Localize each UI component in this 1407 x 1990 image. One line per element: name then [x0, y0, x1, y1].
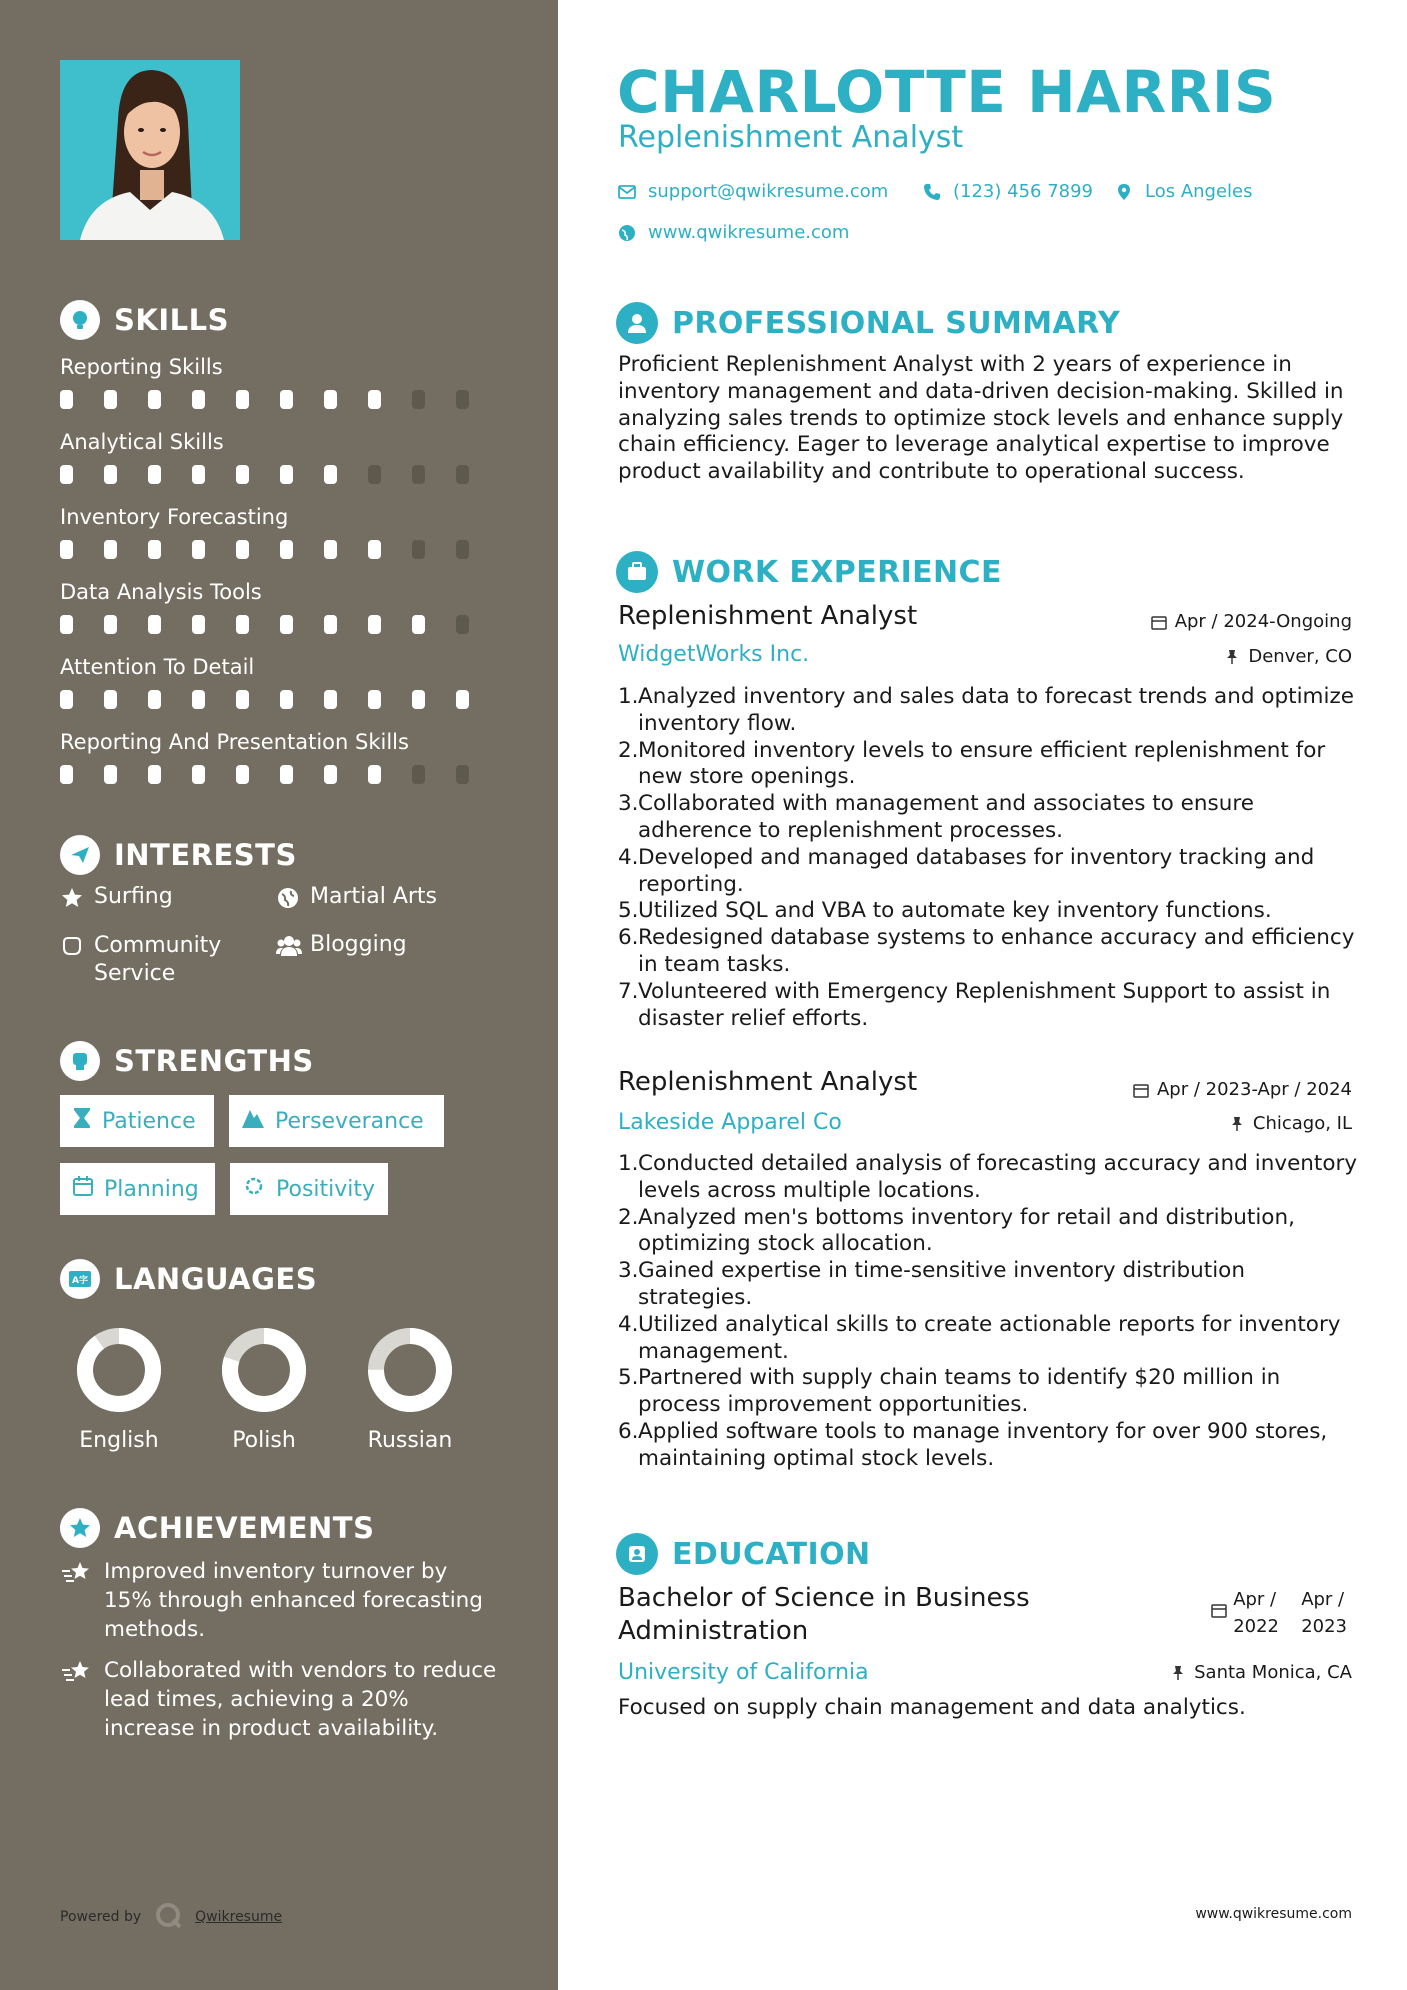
job-duties [618, 1151, 1358, 1473]
education-end: Apr / 2023 [1301, 1589, 1347, 1637]
skill-rating-dot [280, 540, 293, 559]
paper-plane-icon [60, 835, 100, 875]
skill-rating-dot [104, 690, 117, 709]
mountain-icon [241, 1107, 265, 1135]
education-start: Apr / 2022 [1233, 1589, 1279, 1637]
skill-rating-dot [192, 465, 205, 484]
school: University of California [618, 1660, 869, 1685]
job-duty-item [618, 898, 1358, 925]
duty-text: Analyzed inventory and sales data to forecast trends and optimize inventory flow. [638, 684, 1354, 736]
main-content [558, 0, 1407, 1990]
briefcase-icon [616, 551, 658, 593]
email-text[interactable]: support@qwikresume.com [648, 181, 889, 202]
profile-photo [60, 60, 240, 240]
skill-rating-dot [236, 615, 249, 634]
achievement-text: Improved inventory turnover by 15% through enhanced forecasting methods. [104, 1559, 483, 1642]
job-duties [618, 684, 1358, 1032]
skill-rating-dot [104, 465, 117, 484]
skill-rating-dot [280, 615, 293, 634]
strength-label: Perseverance [275, 1108, 424, 1134]
skill-rating [60, 465, 500, 484]
skill-rating-dot [148, 765, 161, 784]
skill-rating-dot [412, 615, 425, 634]
duty-text: Conducted detailed analysis of forecasting accuracy and inventory levels across multiple locations. [638, 1151, 1358, 1203]
achievements-heading [60, 1508, 374, 1548]
achievement-text: Collaborated with vendors to reduce lead times, achieving a 20% increase in product availability. [104, 1658, 497, 1741]
job-duty-item [618, 1151, 1358, 1205]
calendar-icon [72, 1175, 94, 1203]
skill-rating-dot [60, 615, 73, 634]
footer-url[interactable]: www.qwikresume.com [1195, 1906, 1352, 1922]
job-dates [1133, 1079, 1352, 1100]
skill-rating-dot [192, 615, 205, 634]
skill-name: Data Analysis Tools [60, 580, 262, 604]
website-text[interactable]: www.qwikresume.com [648, 222, 850, 243]
duty-text: Utilized analytical skills to create actionable reports for inventory management. [638, 1311, 1341, 1364]
skill-rating-dot [280, 465, 293, 484]
duty-text: Gained expertise in time-sensitive inventory distribution strategies. [638, 1258, 1245, 1310]
job-duty-item [618, 1258, 1358, 1312]
skill-rating-dot [324, 690, 337, 709]
duty-text: Collaborated with management and associates to ensure adherence to replenishment processes. [638, 791, 1254, 843]
strength-label: Planning [104, 1176, 199, 1202]
skill-rating-dot [280, 690, 293, 709]
skill-rating-dot [148, 615, 161, 634]
job-dates [1151, 611, 1352, 632]
interests-heading [60, 835, 297, 875]
globe-icon [276, 886, 300, 910]
skill-item [60, 352, 500, 409]
skill-item [60, 577, 500, 634]
calendar-icon [1211, 1602, 1227, 1618]
qwikresume-logo-icon [153, 1900, 183, 1934]
skill-rating-dot [324, 765, 337, 784]
languages-title: LANGUAGES [114, 1262, 318, 1296]
education-description: Focused on supply chain management and data analytics. [618, 1695, 1246, 1720]
skill-item [60, 727, 500, 784]
interest-item [60, 932, 221, 988]
job-duty-item [618, 1365, 1358, 1419]
contact-website[interactable] [618, 222, 849, 243]
skill-rating-dot [192, 765, 205, 784]
skill-rating-dot [412, 765, 425, 784]
language-icon [60, 1259, 100, 1299]
skill-rating-dot [148, 540, 161, 559]
duty-number: 2. [618, 1204, 639, 1230]
calendar-icon [1151, 614, 1167, 630]
language-item [355, 1326, 465, 1453]
degree: Bachelor of Science in Business Administration [618, 1583, 1030, 1646]
lightbulb-icon [60, 300, 100, 340]
experience-heading [616, 551, 1002, 593]
skill-rating-dot [456, 465, 469, 484]
duty-number: 7. [618, 978, 639, 1004]
skill-rating [60, 615, 500, 634]
skill-rating-dot [368, 540, 381, 559]
summary-title: PROFESSIONAL SUMMARY [672, 305, 1121, 341]
skill-rating-dot [192, 390, 205, 409]
phone-text[interactable]: (123) 456 7899 [953, 181, 1094, 202]
language-item [209, 1326, 319, 1453]
job-company: WidgetWorks Inc. [618, 642, 810, 667]
language-name: Russian [367, 1428, 453, 1453]
candidate-role: Replenishment Analyst [618, 120, 964, 155]
skill-rating-dot [192, 540, 205, 559]
language-level-ring [209, 1326, 319, 1414]
skill-rating-dot [104, 765, 117, 784]
fist-icon [60, 1041, 100, 1081]
job-location [1229, 1113, 1352, 1134]
hand-icon [60, 934, 84, 958]
skill-rating-dot [412, 390, 425, 409]
skill-rating-dot [412, 690, 425, 709]
job-duty-item [618, 1312, 1358, 1366]
skill-rating-dot [148, 390, 161, 409]
powered-by-label: Powered by [60, 1909, 142, 1925]
contact-phone[interactable] [923, 181, 1093, 202]
skill-rating-dot [60, 765, 73, 784]
education-location-text: Santa Monica, CA [1194, 1662, 1352, 1683]
duty-text: Volunteered with Emergency Replenishment Support to assist in disaster relief efforts. [638, 978, 1331, 1031]
duty-number: 3. [618, 1258, 639, 1284]
strength-chip [60, 1163, 215, 1215]
skill-rating-dot [148, 690, 161, 709]
shooting-star-icon [60, 1658, 92, 1686]
duty-number: 6. [618, 1418, 639, 1444]
map-pin-icon [1115, 183, 1133, 201]
skill-rating [60, 540, 500, 559]
skill-rating-dot [148, 465, 161, 484]
job-duty-item [618, 1419, 1358, 1473]
skill-rating-dot [412, 465, 425, 484]
job-location [1224, 646, 1352, 667]
language-level-ring [64, 1326, 174, 1414]
duty-number: 3. [618, 791, 639, 817]
skill-rating-dot [236, 765, 249, 784]
skill-rating-dot [236, 465, 249, 484]
skill-name: Attention To Detail [60, 655, 255, 679]
globe-icon [618, 224, 636, 242]
skill-rating-dot [368, 465, 381, 484]
duty-text: Analyzed men's bottoms inventory for retail and distribution, optimizing stock allocation. [638, 1204, 1295, 1257]
job-duty-item [618, 979, 1358, 1033]
duty-number: 4. [618, 1311, 639, 1337]
skill-item [60, 652, 500, 709]
job-title: Replenishment Analyst [618, 601, 918, 631]
job-duty-item [618, 684, 1358, 738]
language-ring-fill [85, 1336, 153, 1404]
star-badge-icon [60, 1508, 100, 1548]
interest-label: Community Service [94, 933, 222, 986]
qwikresume-link[interactable]: Qwikresume [195, 1909, 283, 1925]
sidebar [0, 0, 558, 1990]
skill-rating-dot [324, 615, 337, 634]
skill-rating-dot [236, 540, 249, 559]
job-location-text: Chicago, IL [1252, 1113, 1352, 1134]
skill-rating-dot [104, 390, 117, 409]
language-name: Polish [232, 1428, 296, 1453]
skill-name: Reporting And Presentation Skills [60, 730, 409, 754]
skill-rating-dot [104, 540, 117, 559]
achievement-item [60, 1656, 500, 1743]
strength-label: Positivity [276, 1176, 376, 1202]
skill-rating-dot [60, 540, 73, 559]
pushpin-icon [1170, 1665, 1186, 1681]
strength-chip [230, 1163, 388, 1215]
job-company: Lakeside Apparel Co [618, 1110, 842, 1135]
skill-rating-dot [60, 390, 73, 409]
duty-number: 5. [618, 898, 639, 924]
users-icon [276, 934, 300, 958]
sun-icon [242, 1174, 266, 1204]
skill-rating-dot [192, 690, 205, 709]
interest-item [276, 932, 407, 958]
star-icon [60, 886, 84, 910]
skill-rating-dot [324, 390, 337, 409]
skills-title: SKILLS [114, 303, 229, 337]
summary-heading [616, 302, 1120, 344]
skill-rating-dot [456, 690, 469, 709]
skill-rating-dot [280, 390, 293, 409]
duty-number: 6. [618, 925, 639, 951]
duty-number: 1. [618, 684, 639, 709]
experience-title: WORK EXPERIENCE [672, 554, 1002, 590]
skill-rating-dot [324, 540, 337, 559]
pushpin-icon [1229, 1116, 1245, 1132]
contact-email[interactable] [618, 181, 888, 202]
skill-rating-dot [456, 615, 469, 634]
education-title: EDUCATION [672, 1536, 871, 1572]
location-text: Los Angeles [1145, 181, 1253, 202]
hourglass-icon [72, 1106, 92, 1136]
skill-rating-dot [104, 615, 117, 634]
interest-label: Surfing [94, 884, 173, 909]
skill-rating [60, 765, 500, 784]
job-title: Replenishment Analyst [618, 1067, 918, 1097]
duty-text: Utilized SQL and VBA to automate key inventory functions. [638, 898, 1272, 924]
interests-title: INTERESTS [114, 838, 297, 872]
duty-text: Partnered with supply chain teams to identify $20 million in process improvement opportunities. [638, 1365, 1281, 1418]
education-heading [616, 1533, 871, 1575]
user-icon [616, 302, 658, 344]
strengths-title: STRENGTHS [114, 1044, 314, 1078]
duty-text: Monitored inventory levels to ensure efficient replenishment for new store openings. [638, 737, 1326, 790]
language-name: English [79, 1428, 159, 1453]
svg-text:A字: A字 [72, 1276, 88, 1286]
calendar-icon [1133, 1082, 1149, 1098]
skill-name: Inventory Forecasting [60, 505, 289, 529]
skill-rating-dot [236, 390, 249, 409]
skill-name: Analytical Skills [60, 430, 224, 454]
job-dates-text: Apr / 2024-Ongoing [1174, 611, 1352, 632]
duty-number: 4. [618, 844, 639, 870]
language-item [64, 1326, 174, 1453]
skill-rating-dot [236, 690, 249, 709]
interest-item [276, 884, 437, 910]
job-duty-item [618, 1205, 1358, 1259]
interest-item [60, 884, 173, 910]
achievements-title: ACHIEVEMENTS [114, 1511, 375, 1545]
job-location-text: Denver, CO [1248, 646, 1352, 667]
education-location [1170, 1662, 1352, 1683]
job-duty-item [618, 925, 1358, 979]
duty-text: Redesigned database systems to enhance accuracy and efficiency in team tasks. [638, 925, 1355, 977]
job-duty-item [618, 791, 1358, 845]
candidate-name: CHARLOTTE HARRIS [617, 58, 1277, 126]
education-dates [1211, 1586, 1347, 1640]
summary-text: Proficient Replenishment Analyst with 2 years of experience in inventory management and data-driven decision-making. Skilled in analyzing sales trends to optimize stock levels and enhance supply chain efficiency. Eager to leverage analytical expertise to improve product availability and contribute to operational success. [618, 352, 1344, 485]
phone-icon [923, 183, 941, 201]
duty-number: 2. [618, 737, 639, 763]
strength-chip [60, 1095, 214, 1147]
skill-rating-dot [60, 465, 73, 484]
skill-rating [60, 690, 500, 709]
skill-rating [60, 390, 500, 409]
envelope-icon [618, 183, 636, 201]
strengths-heading [60, 1041, 314, 1081]
skills-heading [60, 300, 229, 340]
duty-text: Applied software tools to manage inventory for over 900 stores, maintaining optimal stock levels. [638, 1418, 1328, 1471]
duty-number: 5. [618, 1365, 639, 1391]
job-dates-text: Apr / 2023-Apr / 2024 [1156, 1079, 1352, 1100]
duty-text: Developed and managed databases for inventory tracking and reporting. [638, 844, 1315, 897]
skill-rating-dot [456, 540, 469, 559]
shooting-star-icon [60, 1559, 92, 1587]
job-duty-item [618, 845, 1358, 899]
strength-chip [229, 1095, 444, 1147]
contact-location [1115, 181, 1253, 202]
graduate-icon [616, 1533, 658, 1575]
skill-rating-dot [368, 690, 381, 709]
skill-rating-dot [456, 765, 469, 784]
languages-heading [60, 1259, 317, 1299]
skill-rating-dot [60, 690, 73, 709]
skill-rating-dot [412, 540, 425, 559]
skill-rating-dot [456, 390, 469, 409]
skill-rating-dot [324, 465, 337, 484]
powered-by [60, 1900, 282, 1934]
language-level-ring [355, 1326, 465, 1414]
skill-rating-dot [368, 390, 381, 409]
skill-item [60, 427, 500, 484]
pushpin-icon [1224, 649, 1240, 665]
interest-label: Martial Arts [310, 884, 438, 909]
skill-name: Reporting Skills [60, 355, 223, 379]
skill-item [60, 502, 500, 559]
interest-label: Blogging [310, 932, 407, 957]
duty-number: 1. [618, 1151, 639, 1176]
achievement-item [60, 1557, 500, 1644]
skill-rating-dot [368, 765, 381, 784]
strength-label: Patience [102, 1108, 196, 1134]
skill-rating-dot [368, 615, 381, 634]
job-duty-item [618, 738, 1358, 792]
skill-rating-dot [280, 765, 293, 784]
